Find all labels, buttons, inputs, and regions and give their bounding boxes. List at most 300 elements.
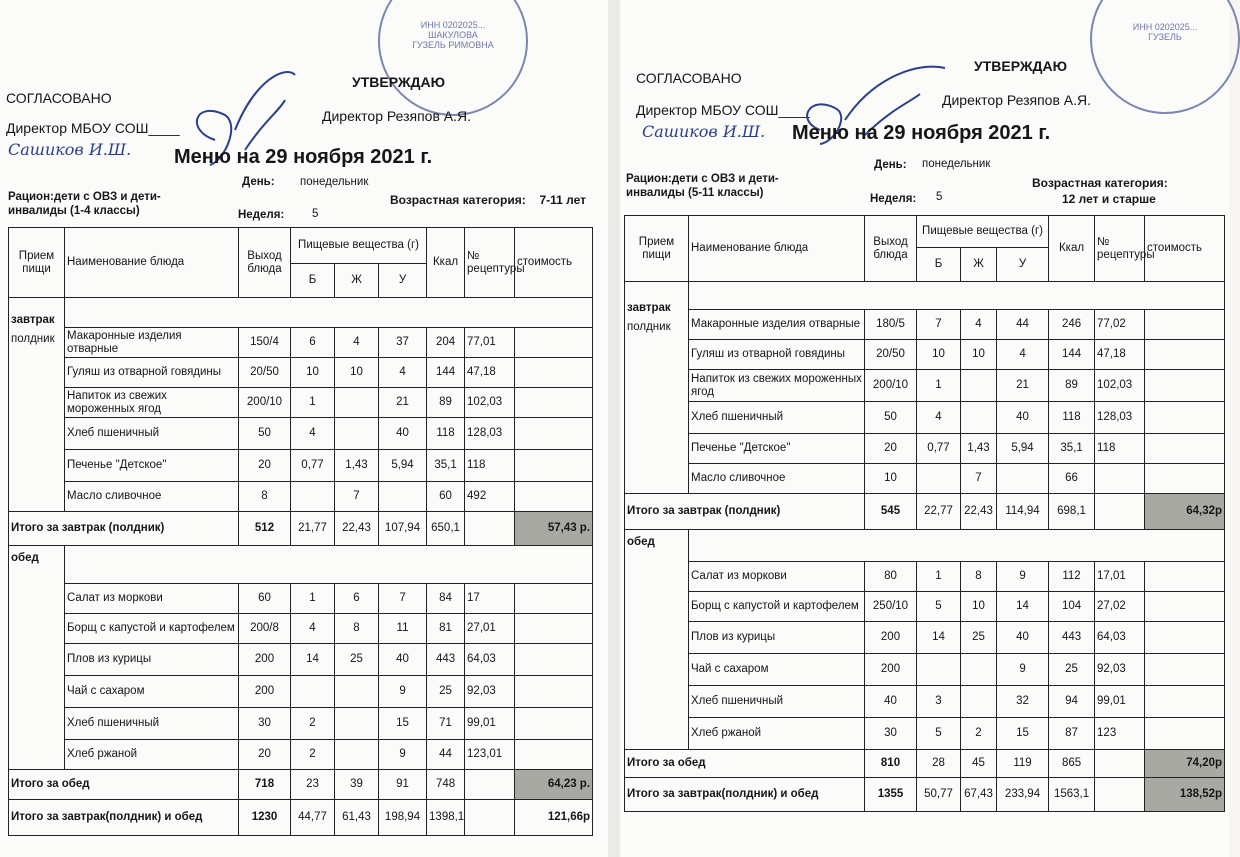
dish-protein: 2 (291, 708, 335, 740)
dish-fat: 8 (335, 614, 379, 644)
dish-yield: 30 (865, 718, 917, 750)
approve-label: УТВЕРЖДАЮ (974, 58, 1068, 74)
dish-name: Борщ с капустой и картофелем (689, 592, 865, 622)
col-kcal: Ккал (1049, 216, 1095, 282)
col-cost: стоимость (515, 228, 593, 298)
left-menu-page (0, 0, 608, 857)
dish-carbs: 40 (379, 418, 427, 450)
dish-protein: 1 (917, 370, 961, 402)
total-yield: 810 (865, 750, 917, 778)
principal-name: Директор Резяпов А.Я. (322, 108, 471, 124)
dish-protein: 4 (917, 402, 961, 434)
table-row (625, 434, 1225, 464)
approve-label: УТВЕРЖДАЮ (352, 74, 446, 90)
dish-cost (1145, 654, 1225, 686)
handwritten-signature: Сашиков И.Ш. (8, 140, 132, 159)
total-fat: 22,43 (961, 494, 997, 530)
principal-name: Директор Резяпов А.Я. (942, 92, 1091, 108)
col-u: У (997, 248, 1049, 282)
total-yield: 1230 (239, 800, 291, 836)
total-kcal: 865 (1049, 750, 1095, 778)
dish-recipe: 123 (1095, 718, 1145, 750)
table-row (625, 718, 1225, 750)
dish-kcal: 25 (427, 676, 465, 708)
dish-cost (1145, 686, 1225, 718)
dish-cost (515, 740, 593, 770)
dish-protein (291, 482, 335, 512)
dish-carbs: 11 (379, 614, 427, 644)
col-dish: Наименование блюда (65, 228, 239, 298)
dish-carbs: 37 (379, 328, 427, 358)
dish-protein: 10 (917, 340, 961, 370)
total-yield: 545 (865, 494, 917, 530)
dish-name: Хлеб пшеничный (65, 708, 239, 740)
dish-carbs: 4 (997, 340, 1049, 370)
dish-protein: 14 (917, 622, 961, 654)
dish-recipe: 77,01 (465, 328, 515, 358)
total-cost: 64,23 р. (515, 770, 593, 800)
col-recipe: № рецептуры (465, 228, 515, 298)
page-gutter (608, 0, 620, 857)
dish-fat (961, 402, 997, 434)
dish-recipe: 118 (465, 450, 515, 482)
dish-cost (1145, 622, 1225, 654)
dish-cost (515, 328, 593, 358)
day-value: понедельник (922, 158, 991, 170)
dish-carbs (379, 482, 427, 512)
dish-yield: 200 (865, 622, 917, 654)
total-kcal: 1398,1 (427, 800, 465, 836)
dish-protein: 5 (917, 718, 961, 750)
dish-carbs (997, 464, 1049, 494)
dish-protein: 14 (291, 644, 335, 676)
agreed-label: СОГЛАСОВАНО (6, 90, 112, 106)
col-zh: Ж (335, 264, 379, 298)
dish-cost (515, 584, 593, 614)
dish-cost (1145, 370, 1225, 402)
dish-name: Хлеб ржаной (689, 718, 865, 750)
dish-fat: 1,43 (335, 450, 379, 482)
grand-total-row (9, 800, 593, 836)
menu-title: Меню на 29 ноября 2021 г. (174, 146, 433, 168)
right-menu-page (620, 0, 1229, 857)
dish-protein: 5 (917, 592, 961, 622)
dish-yield: 40 (865, 686, 917, 718)
dish-yield: 20 (865, 434, 917, 464)
lunch-section-row (625, 530, 1225, 562)
dish-name: Хлеб ржаной (65, 740, 239, 770)
dish-carbs: 15 (997, 718, 1049, 750)
table-row (625, 622, 1225, 654)
total-kcal: 1563,1 (1049, 778, 1095, 812)
dish-kcal: 44 (427, 740, 465, 770)
dish-cost (1145, 310, 1225, 340)
dish-protein: 1 (291, 388, 335, 418)
dish-yield: 20/50 (865, 340, 917, 370)
dish-recipe: 99,01 (1095, 686, 1145, 718)
col-b: Б (917, 248, 961, 282)
dish-fat: 10 (961, 592, 997, 622)
total-protein: 28 (917, 750, 961, 778)
dish-name: Хлеб пшеничный (689, 402, 865, 434)
dish-kcal: 87 (1049, 718, 1095, 750)
dish-carbs: 32 (997, 686, 1049, 718)
dish-cost (515, 388, 593, 418)
dish-cost (1145, 402, 1225, 434)
dish-fat: 10 (961, 340, 997, 370)
dish-fat: 2 (961, 718, 997, 750)
total-cost: 74,20р (1145, 750, 1225, 778)
dish-cost (515, 614, 593, 644)
menu-table (624, 215, 1225, 812)
dish-fat (335, 418, 379, 450)
table-row (625, 340, 1225, 370)
dish-kcal: 60 (427, 482, 465, 512)
dish-yield: 200/10 (239, 388, 291, 418)
dish-recipe: 492 (465, 482, 515, 512)
dish-fat: 4 (961, 310, 997, 340)
dish-cost (515, 418, 593, 450)
total-protein: 50,77 (917, 778, 961, 812)
dish-carbs: 14 (997, 592, 1049, 622)
total-recipe (1095, 494, 1145, 530)
col-u: У (379, 264, 427, 298)
day-value: понедельник (300, 176, 369, 188)
dish-recipe: 47,18 (465, 358, 515, 388)
breakfast-label: завтрак (11, 314, 55, 326)
dish-recipe: 102,03 (465, 388, 515, 418)
total-recipe (465, 512, 515, 546)
dish-cost (1145, 592, 1225, 622)
dish-yield: 20 (239, 740, 291, 770)
menu-table (8, 227, 593, 836)
dish-name: Плов из курицы (689, 622, 865, 654)
table-row (625, 686, 1225, 718)
total-fat: 39 (335, 770, 379, 800)
dish-recipe: 27,02 (1095, 592, 1145, 622)
table-row (9, 708, 593, 740)
dish-carbs: 40 (379, 644, 427, 676)
total-carbs: 107,94 (379, 512, 427, 546)
total-protein: 44,77 (291, 800, 335, 836)
table-header-row (9, 228, 593, 264)
grand-total-row (625, 778, 1225, 812)
dish-protein: 6 (291, 328, 335, 358)
table-row (9, 740, 593, 770)
dish-kcal: 94 (1049, 686, 1095, 718)
dish-protein: 7 (917, 310, 961, 340)
dish-yield: 200/10 (865, 370, 917, 402)
dish-name: Макаронные изделия отварные (65, 328, 239, 358)
dish-fat (961, 370, 997, 402)
dish-recipe: 128,03 (1095, 402, 1145, 434)
breakfast-total-row (625, 494, 1225, 530)
dish-name: Чай с сахаром (689, 654, 865, 686)
dish-yield: 200 (239, 644, 291, 676)
dish-yield: 20 (239, 450, 291, 482)
dish-cost (1145, 340, 1225, 370)
total-carbs: 233,94 (997, 778, 1049, 812)
total-fat: 22,43 (335, 512, 379, 546)
dish-kcal: 443 (427, 644, 465, 676)
dish-fat (335, 676, 379, 708)
dish-recipe: 123,01 (465, 740, 515, 770)
breakfast-total-row (9, 512, 593, 546)
dish-yield: 10 (865, 464, 917, 494)
official-stamp: ИНН 0202025... ШАКУЛОВА ГУЗЕЛЬ РИМОВНА (378, 0, 528, 116)
dish-yield: 180/5 (865, 310, 917, 340)
dish-yield: 20/50 (239, 358, 291, 388)
table-row (625, 592, 1225, 622)
table-row (9, 482, 593, 512)
ration-label: Рацион:дети с ОВЗ и дети-инвалиды (5-11 классы) (626, 173, 779, 199)
col-nutrients: Пищевые вещества (г) (291, 228, 427, 264)
dish-name: Гуляш из отварной говядины (65, 358, 239, 388)
dish-kcal: 118 (1049, 402, 1095, 434)
dish-kcal: 443 (1049, 622, 1095, 654)
total-protein: 22,77 (917, 494, 961, 530)
total-cost: 138,52р (1145, 778, 1225, 812)
dish-fat (961, 654, 997, 686)
dish-carbs: 5,94 (379, 450, 427, 482)
total-recipe (1095, 750, 1145, 778)
dish-recipe: 27,01 (465, 614, 515, 644)
lunch-label: обед (9, 546, 65, 770)
total-label: Итого за завтрак(полдник) и обед (9, 800, 239, 836)
table-row (625, 370, 1225, 402)
dish-fat: 8 (961, 562, 997, 592)
total-label: Итого за завтрак(полдник) и обед (625, 778, 865, 812)
age-category-value: 12 лет и старше (1062, 192, 1156, 206)
dish-recipe: 77,02 (1095, 310, 1145, 340)
dish-recipe (1095, 464, 1145, 494)
dish-protein: 3 (917, 686, 961, 718)
total-kcal: 748 (427, 770, 465, 800)
week-value: 5 (936, 191, 943, 203)
dish-kcal: 112 (1049, 562, 1095, 592)
breakfast-section-row (625, 282, 1225, 310)
dish-kcal: 144 (427, 358, 465, 388)
section-spacer (689, 282, 1225, 310)
dish-fat: 4 (335, 328, 379, 358)
dish-name: Чай с сахаром (65, 676, 239, 708)
dish-carbs: 9 (379, 676, 427, 708)
table-row (625, 562, 1225, 592)
table-row (9, 328, 593, 358)
dish-yield: 200 (239, 676, 291, 708)
total-yield: 512 (239, 512, 291, 546)
dish-recipe: 102,03 (1095, 370, 1145, 402)
table-header-row (625, 216, 1225, 248)
dish-fat (961, 686, 997, 718)
dish-fat: 25 (335, 644, 379, 676)
col-yield: Выход блюда (239, 228, 291, 298)
dish-carbs: 7 (379, 584, 427, 614)
table-row (625, 402, 1225, 434)
dish-protein: 10 (291, 358, 335, 388)
lunch-total-row (625, 750, 1225, 778)
dish-cost (1145, 464, 1225, 494)
dish-protein: 2 (291, 740, 335, 770)
total-carbs: 114,94 (997, 494, 1049, 530)
dish-carbs: 40 (997, 622, 1049, 654)
dish-yield: 50 (239, 418, 291, 450)
dish-name: Масло сливочное (689, 464, 865, 494)
dish-cost (1145, 718, 1225, 750)
dish-fat (335, 708, 379, 740)
menu-title: Меню на 29 ноября 2021 г. (792, 122, 1051, 144)
day-label: День: (874, 159, 907, 171)
total-fat: 67,43 (961, 778, 997, 812)
dish-carbs: 4 (379, 358, 427, 388)
total-carbs: 119 (997, 750, 1049, 778)
dish-recipe: 64,03 (465, 644, 515, 676)
dish-kcal: 144 (1049, 340, 1095, 370)
week-label: Неделя: (870, 193, 917, 205)
dish-yield: 80 (865, 562, 917, 592)
col-yield: Выход блюда (865, 216, 917, 282)
total-cost: 64,32р (1145, 494, 1225, 530)
dish-kcal: 89 (427, 388, 465, 418)
table-row (625, 310, 1225, 340)
dish-kcal: 71 (427, 708, 465, 740)
day-label: День: (242, 176, 275, 188)
table-row (9, 614, 593, 644)
dish-kcal: 81 (427, 614, 465, 644)
dish-carbs: 9 (997, 562, 1049, 592)
dish-recipe: 99,01 (465, 708, 515, 740)
total-protein: 23 (291, 770, 335, 800)
agreed-label: СОГЛАСОВАНО (636, 70, 742, 86)
dish-recipe: 17 (465, 584, 515, 614)
total-label: Итого за обед (9, 770, 239, 800)
table-row (625, 654, 1225, 686)
breakfast-label: завтрак (627, 302, 671, 314)
table-row (9, 388, 593, 418)
col-b: Б (291, 264, 335, 298)
total-yield: 718 (239, 770, 291, 800)
dish-kcal: 104 (1049, 592, 1095, 622)
breakfast-section-row (9, 298, 593, 328)
dish-carbs: 5,94 (997, 434, 1049, 464)
dish-fat: 7 (335, 482, 379, 512)
total-yield: 1355 (865, 778, 917, 812)
age-category-label: Возрастная категория: (1032, 176, 1168, 190)
dish-name: Макаронные изделия отварные (689, 310, 865, 340)
dish-carbs: 21 (379, 388, 427, 418)
col-zh: Ж (961, 248, 997, 282)
table-row (9, 418, 593, 450)
dish-kcal: 35,1 (427, 450, 465, 482)
total-recipe (1095, 778, 1145, 812)
section-spacer (65, 298, 593, 328)
col-dish: Наименование блюда (689, 216, 865, 282)
dish-fat: 10 (335, 358, 379, 388)
col-cost: стоимость (1145, 216, 1225, 282)
dish-kcal: 84 (427, 584, 465, 614)
dish-kcal: 118 (427, 418, 465, 450)
col-kcal: Ккал (427, 228, 465, 298)
total-label: Итого за завтрак (полдник) (625, 494, 865, 530)
dish-name: Гуляш из отварной говядины (689, 340, 865, 370)
dish-yield: 200/8 (239, 614, 291, 644)
dish-name: Салат из моркови (65, 584, 239, 614)
dish-carbs: 9 (379, 740, 427, 770)
dish-protein: 1 (917, 562, 961, 592)
dish-protein: 0,77 (291, 450, 335, 482)
total-kcal: 698,1 (1049, 494, 1095, 530)
total-cost: 57,43 р. (515, 512, 593, 546)
dish-recipe: 118 (1095, 434, 1145, 464)
dish-cost (515, 358, 593, 388)
snack-label: полдник (11, 333, 55, 345)
col-meal: Прием пищи (625, 216, 689, 282)
total-kcal: 650,1 (427, 512, 465, 546)
total-label: Итого за обед (625, 750, 865, 778)
dish-kcal: 35,1 (1049, 434, 1095, 464)
dish-protein: 4 (291, 614, 335, 644)
dish-cost (515, 644, 593, 676)
handwritten-signature: Сашиков И.Ш. (642, 122, 766, 141)
dish-cost (515, 450, 593, 482)
total-fat: 45 (961, 750, 997, 778)
dish-fat: 25 (961, 622, 997, 654)
lunch-total-row (9, 770, 593, 800)
age-category-value: 7-11 лет (539, 193, 586, 207)
dish-name: Борщ с капустой и картофелем (65, 614, 239, 644)
dish-fat: 6 (335, 584, 379, 614)
table-row (9, 450, 593, 482)
dish-kcal: 66 (1049, 464, 1095, 494)
dish-yield: 150/4 (239, 328, 291, 358)
dish-recipe: 128,03 (465, 418, 515, 450)
week-label: Неделя: (238, 209, 285, 221)
school-director-label: Директор МБОУ СОШ____ (6, 120, 180, 136)
section-spacer (689, 530, 1225, 562)
dish-carbs: 15 (379, 708, 427, 740)
table-row (9, 644, 593, 676)
dish-protein (917, 464, 961, 494)
lunch-section-row (9, 546, 593, 584)
snack-label: полдник (627, 321, 671, 333)
school-director-label: Директор МБОУ СОШ____ (636, 102, 810, 118)
dish-cost (515, 482, 593, 512)
breakfast-snack-label (625, 282, 689, 494)
dish-kcal: 204 (427, 328, 465, 358)
dish-carbs: 21 (997, 370, 1049, 402)
dish-protein: 0,77 (917, 434, 961, 464)
dish-fat: 1,43 (961, 434, 997, 464)
dish-name: Масло сливочное (65, 482, 239, 512)
table-row (9, 358, 593, 388)
dish-yield: 30 (239, 708, 291, 740)
dish-fat (335, 388, 379, 418)
dish-carbs: 40 (997, 402, 1049, 434)
col-recipe: № рецептуры (1095, 216, 1145, 282)
dish-yield: 50 (865, 402, 917, 434)
dish-kcal: 25 (1049, 654, 1095, 686)
dish-yield: 250/10 (865, 592, 917, 622)
dish-fat (335, 740, 379, 770)
total-cost: 121,66р (515, 800, 593, 836)
col-meal: Прием пищи (9, 228, 65, 298)
age-category-label: Возрастная категория: (390, 193, 526, 207)
dish-name: Плов из курицы (65, 644, 239, 676)
dish-kcal: 246 (1049, 310, 1095, 340)
lunch-label: обед (625, 530, 689, 750)
total-carbs: 91 (379, 770, 427, 800)
dish-recipe: 47,18 (1095, 340, 1145, 370)
